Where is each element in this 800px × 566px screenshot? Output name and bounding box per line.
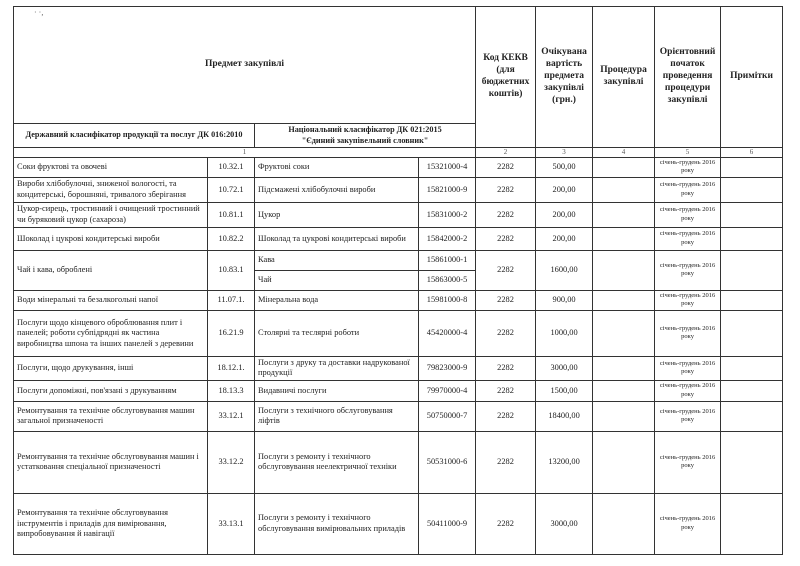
table-row (14, 401, 783, 431)
table-row (14, 493, 783, 554)
item-name: Чай і кава, оброблені (14, 250, 208, 290)
column-number: 2 (476, 148, 536, 158)
dk021-code: 50750000-7 (419, 401, 476, 431)
column-number: 4 (593, 148, 655, 158)
dk021-code: 15861000-1 (419, 250, 476, 270)
header-dk021-line2: "Єдиний закупівельний словник" (301, 135, 429, 145)
dk016-code: 16.21.9 (208, 310, 255, 356)
notes-cell (721, 401, 783, 431)
expected-cost: 900,00 (536, 290, 593, 310)
scan-marks: · ·, (34, 8, 44, 17)
dk021-name: Шоколад та цукрові кондитерські вироби (255, 227, 419, 250)
dk021-code: 15842000-2 (419, 227, 476, 250)
table-row (14, 202, 783, 227)
kekv-code: 2282 (476, 227, 536, 250)
item-name: Соки фруктові та овочеві (14, 157, 208, 177)
table-row (14, 380, 783, 401)
start-period: січень-грудень 2016 року (655, 290, 721, 310)
procedure-cell (593, 380, 655, 401)
dk016-code: 33.12.2 (208, 431, 255, 493)
dk021-code: 15321000-4 (419, 157, 476, 177)
procedure-cell (593, 431, 655, 493)
kekv-code: 2282 (476, 356, 536, 380)
kekv-code: 2282 (476, 493, 536, 554)
kekv-code: 2282 (476, 202, 536, 227)
item-name: Ремонтування та технічне обслуговування машин і устатковання спеціальної призначеності (14, 431, 208, 493)
notes-cell (721, 431, 783, 493)
dk021-code: 15831000-2 (419, 202, 476, 227)
expected-cost: 200,00 (536, 177, 593, 202)
procedure-cell (593, 157, 655, 177)
table-row (14, 177, 783, 202)
header-start: Орієнтовний початок проведення процедури закупівлі (655, 7, 721, 148)
dk021-name: Столярні та теслярні роботи (255, 310, 419, 356)
notes-cell (721, 493, 783, 554)
start-period: січень-грудень 2016 року (655, 177, 721, 202)
dk021-name: Послуги з ремонту і технічного обслуговування вимірювальних приладів (255, 493, 419, 554)
header-dk021-line1: Національний класифікатор ДК 021:2015 (288, 125, 442, 135)
expected-cost: 1600,00 (536, 250, 593, 290)
item-name: Води мінеральні та безалкогольні напої (14, 290, 208, 310)
item-name: Послуги допоміжні, пов'язані з друкуванням (14, 380, 208, 401)
procedure-cell (593, 401, 655, 431)
dk016-code: 10.72.1 (208, 177, 255, 202)
table-row (14, 356, 783, 380)
dk021-name: Послуги з ремонту і технічного обслуговування неелектричної техніки (255, 431, 419, 493)
dk016-code: 11.07.1. (208, 290, 255, 310)
kekv-code: 2282 (476, 177, 536, 202)
dk021-name: Фруктові соки (255, 157, 419, 177)
table-row (14, 157, 783, 177)
expected-cost: 18400,00 (536, 401, 593, 431)
header-dk021 (255, 124, 476, 148)
header-dk016: Державний класифікатор продукції та послуг ДК 016:2010 (14, 124, 255, 148)
kekv-code: 2282 (476, 250, 536, 290)
dk021-name: Підсмажені хлібобулочні вироби (255, 177, 419, 202)
dk021-name: Видавничі послуги (255, 380, 419, 401)
table-row (14, 431, 783, 493)
kekv-code: 2282 (476, 380, 536, 401)
notes-cell (721, 380, 783, 401)
dk021-code: 50411000-9 (419, 493, 476, 554)
item-name: Цукор-сирець, тростинний і очищений тростинний чи буряковий цукор (сахароза) (14, 202, 208, 227)
dk021-name: Кава (255, 250, 419, 270)
item-name: Ремонтування та технічне обслуговування машин загальної призначеності (14, 401, 208, 431)
dk021-code: 15863000-5 (419, 270, 476, 290)
table-row (14, 310, 783, 356)
dk021-code: 50531000-6 (419, 431, 476, 493)
kekv-code: 2282 (476, 290, 536, 310)
notes-cell (721, 177, 783, 202)
start-period: січень-грудень 2016 року (655, 157, 721, 177)
dk021-name: Чай (255, 270, 419, 290)
start-period: січень-грудень 2016 року (655, 401, 721, 431)
procedure-cell (593, 227, 655, 250)
notes-cell (721, 250, 783, 290)
start-period: січень-грудень 2016 року (655, 380, 721, 401)
item-name: Послуги щодо кінцевого оброблювання плит і панелей; роботи субпідрядні як частина виробництва шпона та інших панелей з деревини (14, 310, 208, 356)
notes-cell (721, 356, 783, 380)
dk016-code: 18.13.3 (208, 380, 255, 401)
dk021-code: 15981000-8 (419, 290, 476, 310)
column-number: 5 (655, 148, 721, 158)
dk016-code: 18.12.1. (208, 356, 255, 380)
procedure-cell (593, 290, 655, 310)
item-name: Ремонтування та технічне обслуговування інструментів і приладів для вимірювання, випробовування й навігації (14, 493, 208, 554)
dk016-code: 10.81.1 (208, 202, 255, 227)
procedure-cell (593, 356, 655, 380)
procedure-cell (593, 177, 655, 202)
item-name: Послуги, щодо друкування, інші (14, 356, 208, 380)
dk021-name: Цукор (255, 202, 419, 227)
table-row (14, 227, 783, 250)
header-procedure: Процедура закупівлі (593, 7, 655, 148)
procedure-cell (593, 202, 655, 227)
expected-cost: 500,00 (536, 157, 593, 177)
dk021-code: 79823000-9 (419, 356, 476, 380)
expected-cost: 200,00 (536, 227, 593, 250)
kekv-code: 2282 (476, 157, 536, 177)
start-period: січень-грудень 2016 року (655, 431, 721, 493)
start-period: січень-грудень 2016 року (655, 493, 721, 554)
expected-cost: 1000,00 (536, 310, 593, 356)
column-numbers-row (14, 148, 783, 158)
notes-cell (721, 157, 783, 177)
procedure-cell (593, 250, 655, 290)
dk021-name: Послуги з друку та доставки надрукованої продукції (255, 356, 419, 380)
dk016-code: 10.32.1 (208, 157, 255, 177)
notes-cell (721, 290, 783, 310)
start-period: січень-грудень 2016 року (655, 202, 721, 227)
item-name: Шоколад і цукрові кондитерські вироби (14, 227, 208, 250)
header-kekv: Код КЕКВ (для бюджетних коштів) (476, 7, 536, 148)
header-subject: Предмет закупівлі (14, 7, 476, 124)
column-number: 6 (721, 148, 783, 158)
start-period: січень-грудень 2016 року (655, 227, 721, 250)
dk021-name: Мінеральна вода (255, 290, 419, 310)
kekv-code: 2282 (476, 401, 536, 431)
notes-cell (721, 202, 783, 227)
start-period: січень-грудень 2016 року (655, 356, 721, 380)
column-number: 1 (14, 148, 476, 158)
notes-cell (721, 310, 783, 356)
start-period: січень-грудень 2016 року (655, 310, 721, 356)
expected-cost: 13200,00 (536, 431, 593, 493)
header-notes: Примітки (721, 7, 783, 148)
dk016-code: 33.12.1 (208, 401, 255, 431)
dk021-name: Послуги з технічного обслуговування ліфтів (255, 401, 419, 431)
kekv-code: 2282 (476, 431, 536, 493)
kekv-code: 2282 (476, 310, 536, 356)
item-name: Вироби хлібобулочні, зниженої вологості, та кондитерські, борошняні, тривалого зберігання (14, 177, 208, 202)
dk021-code: 79970000-4 (419, 380, 476, 401)
column-number: 3 (536, 148, 593, 158)
header-cost: Очікувана вартість предмета закупівлі (грн.) (536, 7, 593, 148)
table-row (14, 290, 783, 310)
expected-cost: 1500,00 (536, 380, 593, 401)
procedure-cell (593, 310, 655, 356)
dk016-code: 10.82.2 (208, 227, 255, 250)
expected-cost: 3000,00 (536, 356, 593, 380)
dk016-code: 10.83.1 (208, 250, 255, 290)
expected-cost: 3000,00 (536, 493, 593, 554)
procedure-cell (593, 493, 655, 554)
notes-cell (721, 227, 783, 250)
start-period: січень-грудень 2016 року (655, 250, 721, 290)
procurement-table (13, 6, 783, 555)
dk016-code: 33.13.1 (208, 493, 255, 554)
expected-cost: 200,00 (536, 202, 593, 227)
dk021-code: 15821000-9 (419, 177, 476, 202)
table-row (14, 250, 783, 270)
dk021-code: 45420000-4 (419, 310, 476, 356)
